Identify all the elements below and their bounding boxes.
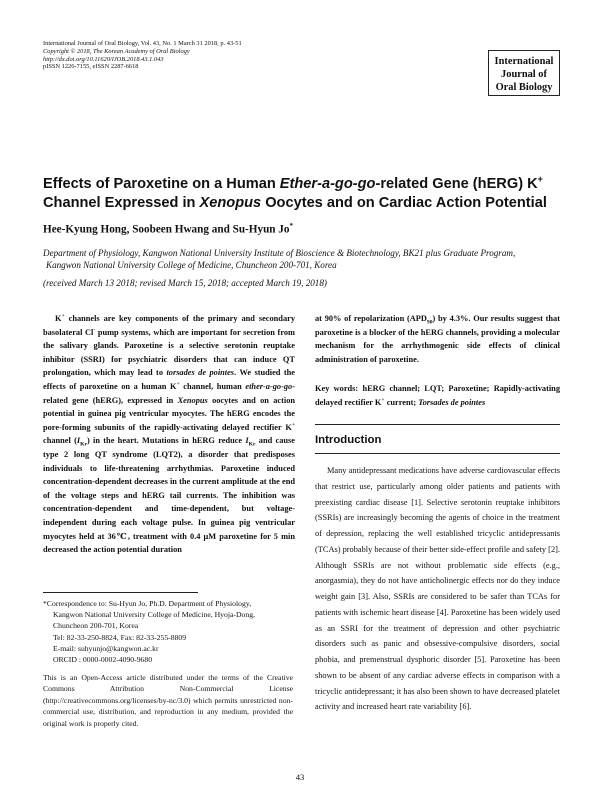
- introduction-heading: Introduction: [315, 424, 560, 454]
- correspondence-footnote: *Correspondence to: Su-Hyun Jo, Ph.D. Department of Physiology, Kangwon National University College of Medicine, Hyoja-Dong, Chuncheon 200-701, Korea Tel: 82-33-250-8824, Fax: 82-33-255-8809 E-mail: suhyunjo@kangwon.ac.kr ORCID : 0000-0002-4090-9680: [43, 598, 298, 665]
- affiliation: Department of Physiology, Kangwon National University Institute of Bioscience & Biotechnology, BK21 plus Graduate Program, Kangwon National University College of Medicine, Chuncheon 200-701, Korea: [43, 248, 516, 270]
- paper-title: Effects of Paroxetine on a Human Ether-a-go-go-related Gene (hERG) K+ Channel Expressed in Xenopus Oocytes and on Cardiac Action Potential: [43, 174, 547, 211]
- journal-box-line: Oral Biology: [495, 82, 553, 93]
- author-list: Hee-Kyung Hong, Soobeen Hwang and Su-Hyun Jo*: [43, 222, 293, 236]
- email-link[interactable]: E-mail: suhyunjo@kangwon.ac.kr: [53, 643, 159, 653]
- footnote-divider: [43, 592, 198, 593]
- abstract-continuation: at 90% of repolarization $(APD_{90})$ by 4.3%. Our results suggest that paroxetine is a blocker of the hERG channels, providing a molecular mechanism for the arrhythmogenic side effects of clinical administration of paroxetine.: [315, 314, 560, 364]
- received-dates: (received March 13 2018; revised March 15, 2018; accepted March 19, 2018): [43, 278, 327, 288]
- abstract-paragraph: K+ channels are key components of the primary and secondary basolateral Cl- pump systems, which are important for secretion from the salivary glands. Paroxetine is a selective serotonin reuptake inhibitor (SSRI) for psychiatric disorders that can induce QT prolongation, which may lead to torsades de pointes. We studied the effects of paroxetine on a human K+ channel, human ether-a-go-go-related gene (hERG), expressed in Xenopus oocytes and on action potential in guinea pig ventricular myocytes. The hERG encodes the pore-forming subunits of the rapidly-activating delayed rectifier K+ channel $(I_{Kr})$ in the heart. Mutations in hERG reduce $I_{Kr}$ and cause type 2 long QT syndrome (LQT2), a disorder that predisposes individuals to life-threatening arrhythmias. Paroxetine induced concentration-dependent decreases in the current amplitude at the end of the voltage steps and hERG tail currents. The inhibition was concentration-dependent and time-dependent, but voltage-independent during each voltage pulse. In guinea pig ventricular myocytes held at 36℃, treatment with 0.4 μM paroxetine for 5 min decreased the action potential duration: [43, 313, 296, 555]
- journal-citation-header: [43, 40, 343, 71]
- introduction-body: Many antidepressant medications have adverse cardiovascular effects that restrict use, particularly among older patients and patients with preexisting cardiac disease [1]. Selective serotonin reuptake inhibitors (SSRIs) are increasingly becoming the agents of choice in the treatment of depression, replacing the well established tricyclic antidepressants (TCAs) probably because of their better side-effect profile and safety [2]. Although SSRIs are not without problematic side effects (e.g., anorgasmia), they do not have anticholinergic effects nor do they induce weight gain [3]. Also, SSRIs are considered to be safer than TCAs for patients with ischemic heart disease [4]. Paroxetine has been widely used as an SSRI for the treatment of depression and other psychiatric disorders such as panic and obsessive-compulsive disorders, social phobia, and premenstrual dysphoric disorder [5]. Paroxetine has been shown to be absent of any cardiac adverse effects in comparison with a tricyclic antidepressant; it has also been shown to have decreased platelet activity and increased heart rate variability [6].: [315, 466, 560, 712]
- license-statement: This is an Open-Access article distributed under the terms of the Creative Commons Attribution Non-Commercial License (http://creativecommons.org/licenses/by-nc/3.0) which permits unrestricted non-commercial use, distribution, and reproduction in any medium, provided the original work is properly cited.: [43, 673, 293, 728]
- journal-box-line: Journal of: [501, 69, 547, 80]
- citation-line: International Journal of Oral Biology, Vol. 43, No. 1 March 31 2018, p. 43-51: [43, 40, 242, 47]
- copyright-line: Copyright © 2018, The Korean Academy of Oral Biology: [43, 47, 190, 55]
- page-number: 43: [295, 772, 305, 782]
- doi-link[interactable]: http://dx.doi.org/10.11620/IJOB.2018.43.1.043: [43, 55, 164, 63]
- keywords: Key words: hERG channel; LQT; Paroxetine; Rapidly-activating delayed rectifier K+ current; Torsades de pointes: [315, 384, 560, 407]
- abstract-right-column: [315, 312, 560, 410]
- abstract-left-column: [43, 312, 295, 557]
- journal-logo-box: [488, 50, 560, 96]
- journal-box-line: International: [494, 56, 554, 67]
- issn-line: pISSN 1226-7155, eISSN 2287-6618: [43, 63, 139, 71]
